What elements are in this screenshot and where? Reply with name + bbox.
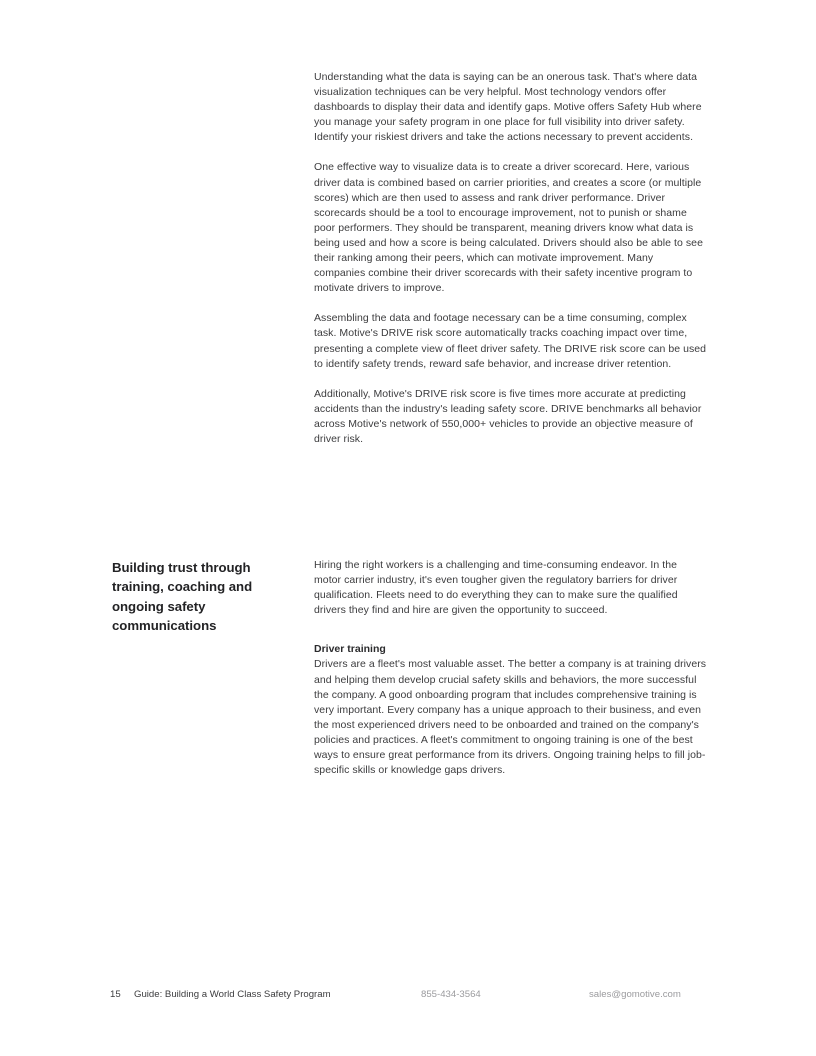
footer-email-address: sales@gomotive.com [589,989,681,1000]
paragraph: One effective way to visualize data is to create a driver scorecard. Here, various driver data is combined based on carrier priorities, and creates a score (or multiple scores) which are then used to assess and rank driver performance. Driver scorecards should be a tool to encourage improvement, not to punish or shame poor performers. They should be transparent, meaning drivers know what data is being used and how a score is being calculated. Drivers should also be able to see their ranking among their peers, which can motivate improvement. Many companies combine their driver scorecards with their safety incentive program to motivate drivers to improve. [314,161,703,295]
footer-phone-number: 855-434-3564 [421,989,481,1000]
paragraph: Assembling the data and footage necessary can be a time consuming, complex task. Motive's DRIVE risk score automatically tracks coaching impact over time, presenting a complete view of fleet driver safety. The DRIVE risk score can be used to identify safety trends, reward safe behavior, and increase driver retention. [314,312,707,370]
footer-page-number: 15 [110,989,121,1000]
footer-document-title: Guide: Building a World Class Safety Program [134,989,331,1000]
section-heading-column [112,558,302,636]
paragraph: Drivers are a fleet's most valuable asset. The better a company is at training drivers and helping them develop crucial safety skills and behaviors, the more successful the company. A good onboarding program that includes comprehensive training is very important. Every company has a unique approach to their business, and even the most experienced drivers need to be onboarded and trained on the company's policies and practices. A fleet's commitment to ongoing training is one of the best ways to ensure great performance from its drivers. Ongoing training helps to fill job-specific skills or knowledge gaps drivers. [314,658,707,777]
page-footer [0,988,816,1004]
subsection-heading-driver-training: Driver training [314,643,386,656]
paragraph: Hiring the right workers is a challenging and time-consuming endeavor. In the motor carrier industry, it's even tougher given the regulatory barriers for driver qualification. Fleets need to do everything they can to make sure the qualified drivers they find and hire are given the opportunity to succeed. [314,559,678,617]
section-heading: Building trust through training, coaching and ongoing safety communications [112,560,253,634]
paragraph: Understanding what the data is saying can be an onerous task. That's where data visualization techniques can be very helpful. Most technology vendors offer dashboards to display their data and identify gaps. Motive offers Safety Hub where you manage your safety program in one place for full visibility into driver safety. Identify your riskiest drivers and take the actions necessary to prevent accidents. [314,71,702,144]
section-body-column [314,70,707,447]
section-body-column [314,558,707,778]
paragraph: Additionally, Motive's DRIVE risk score is five times more accurate at predicting accidents than the industry's leading safety score. DRIVE benchmarks all behavior across Motive's network of 550,000+ vehicles to provide an objective measure of driver risk. [314,387,702,445]
